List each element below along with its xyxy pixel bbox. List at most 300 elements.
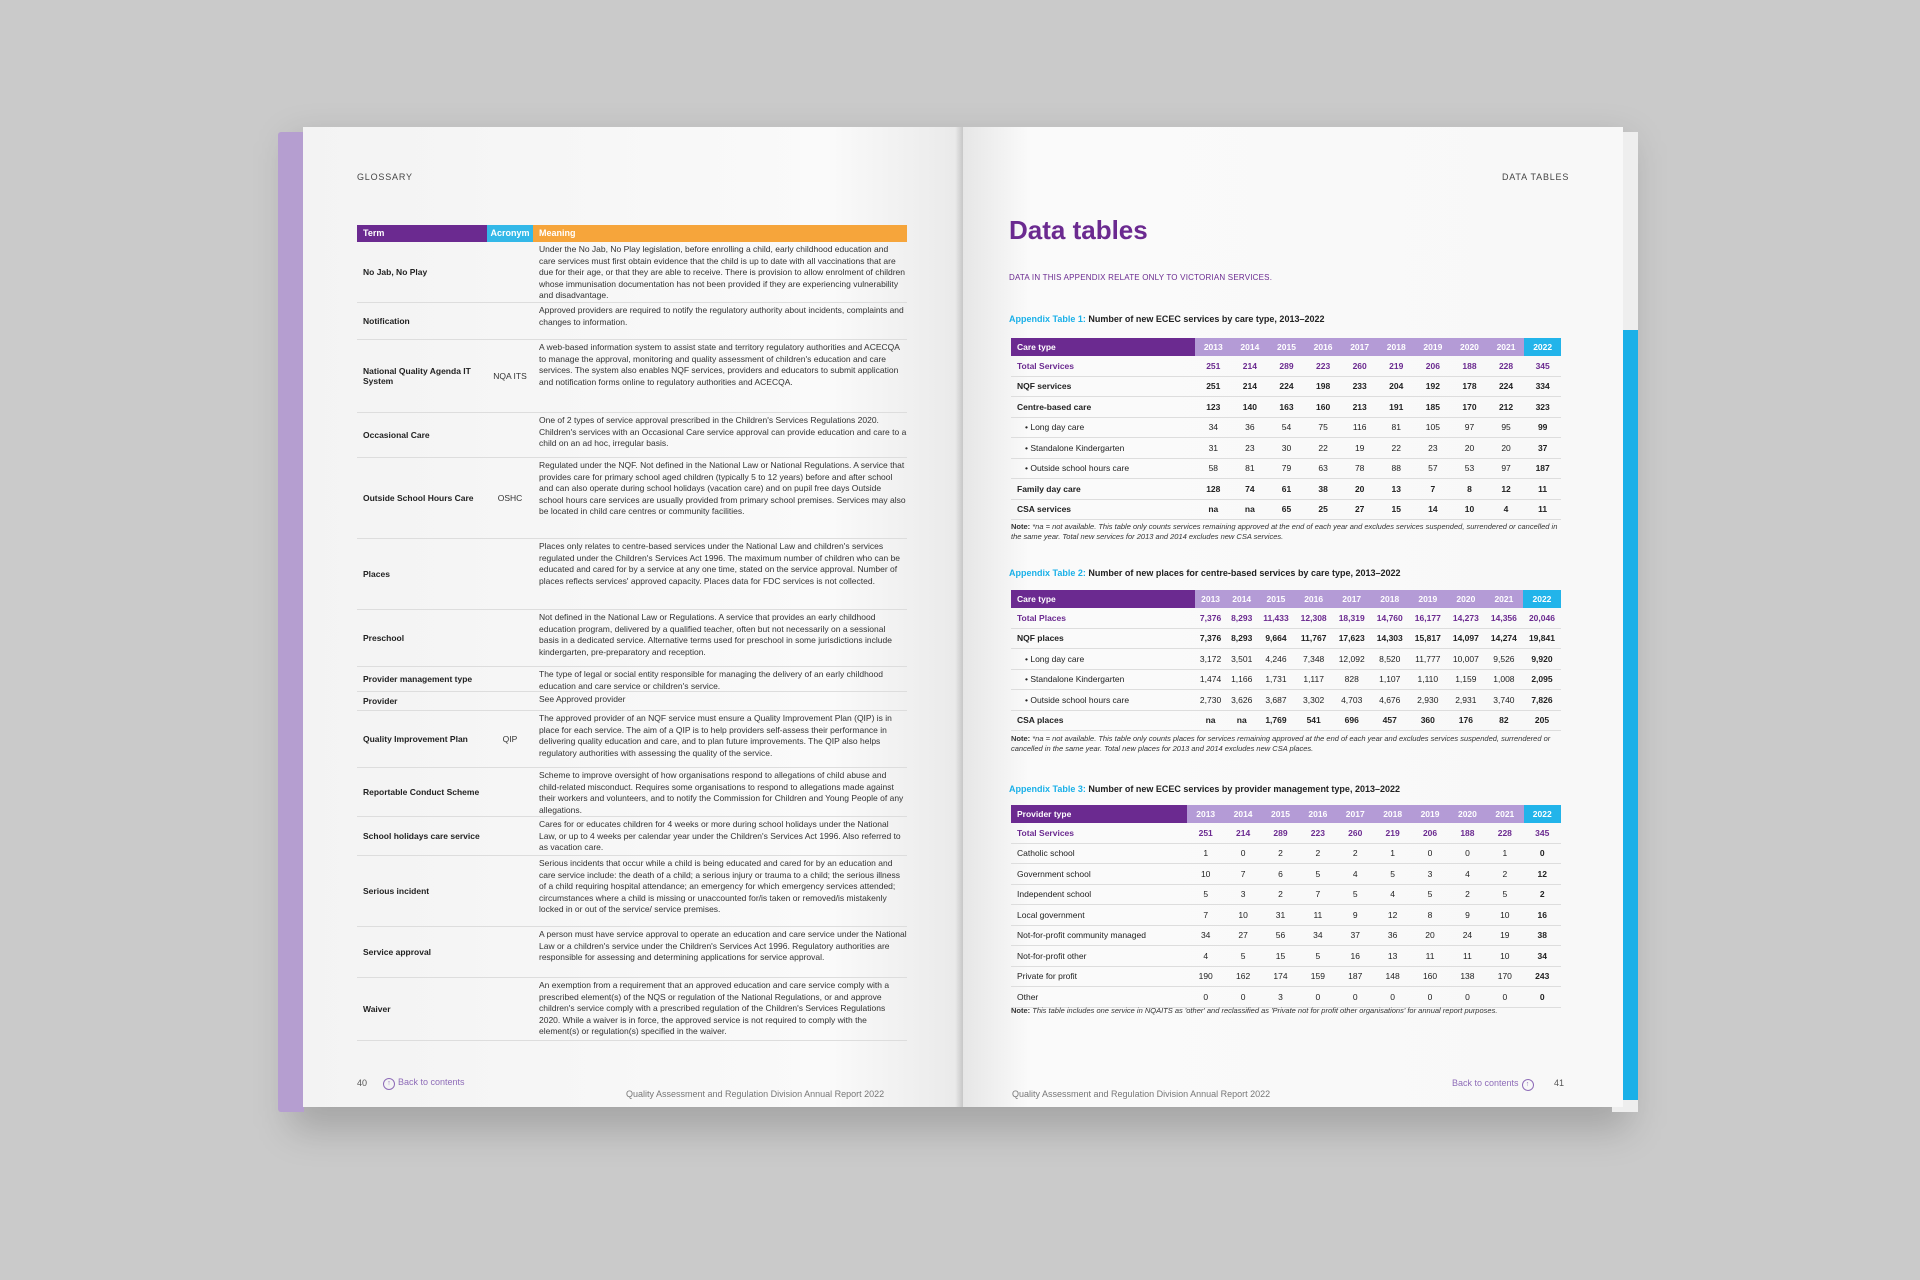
table-cell: 63 [1305,458,1342,479]
row-label [1011,966,1187,987]
glossary-meaning: See Approved provider [539,694,626,704]
table-cell: 214 [1232,356,1269,376]
table-cell: 12 [1374,905,1411,926]
row-label [1011,356,1195,376]
table-cell: 78 [1341,458,1378,479]
year-header: 2018 [1378,338,1415,356]
glossary-row [357,303,907,340]
glossary-meaning: Cares for or educates children for 4 weeks or more during school holidays under the National Law, or up to 4 weeks per calendar year under the Children's Services Act 1996. Also referred to as vacation care. [539,819,901,852]
table-cell: 14,303 [1371,628,1409,649]
bullet-icon: • [1025,422,1031,433]
table-row [1011,417,1561,438]
table-cell: 2 [1449,884,1486,905]
glossary-meaning: A person must have service approval to operate an education and care service under the National Law or a children's service under the Children's Services Act 1996. Regulatory authorities are responsible for assessing and determining applications for service approval. [539,929,907,962]
table-cell: 188 [1451,356,1488,376]
year-header: 2020 [1449,805,1486,823]
table-cell: 36 [1374,925,1411,946]
table-cell: 10 [1486,946,1523,967]
table-cell: 224 [1488,376,1525,397]
table-cell: 19 [1486,925,1523,946]
table-cell: 99 [1524,417,1561,438]
table-cell: 8 [1411,905,1448,926]
bullet-icon: • [1025,674,1031,685]
row-label [1011,946,1187,967]
glossary-header-row [357,225,907,242]
table-cell: 0 [1524,843,1561,864]
table-cell: 5 [1187,884,1224,905]
table-header-row [1011,805,1561,823]
table-cell: 219 [1378,356,1415,376]
table-cell: 9,920 [1523,649,1561,670]
table-cell: 14 [1415,499,1452,520]
table-cell: 97 [1451,417,1488,438]
table-cell: 20 [1411,925,1448,946]
table-cell: 74 [1232,479,1269,500]
table-cell: 0 [1374,987,1411,1008]
glossary-term: Preschool [363,633,405,643]
row-label-text: Local government [1017,909,1085,920]
table-cell: 128 [1195,479,1232,500]
table-cell: 289 [1268,356,1305,376]
glossary-term: Waiver [363,1004,391,1014]
glossary-row [357,768,907,817]
glossary-term: Service approval [363,947,432,957]
table-cell: na [1195,499,1232,520]
header-term: Term [357,225,487,242]
table-header-row [1011,590,1561,608]
table-cell: 14,274 [1485,628,1523,649]
table-cell: 10 [1486,905,1523,926]
table-cell: 3,740 [1485,690,1523,711]
table-cell: 289 [1262,823,1299,843]
glossary-table [357,225,907,1041]
table-cell: 3,302 [1295,690,1333,711]
year-header: 2016 [1299,805,1336,823]
table-cell: 16,177 [1409,608,1447,628]
glossary-row [357,711,907,768]
table-cell: 228 [1488,356,1525,376]
year-header: 2021 [1485,590,1523,608]
table-cell: 138 [1449,966,1486,987]
table-cell: 1,107 [1371,669,1409,690]
bullet-icon: • [1025,694,1031,705]
table-cell: 3,687 [1257,690,1294,711]
appendix-table-3 [1011,805,1561,1008]
glossary-acronym [487,413,533,457]
table-cell: 206 [1415,356,1452,376]
table1-note-label: Note: [1011,522,1031,531]
table-row [1011,823,1561,843]
table2-prefix: Appendix Table 2: [1009,568,1086,578]
table-cell: 105 [1415,417,1452,438]
table-cell: 15,817 [1409,628,1447,649]
table-cell: 0 [1224,987,1261,1008]
arrow-up-icon: ↑ [383,1078,395,1090]
table-cell: 12,308 [1295,608,1333,628]
table-cell: 12 [1524,864,1561,885]
table-cell: 251 [1195,376,1232,397]
table-cell: 1,731 [1257,669,1294,690]
year-header: 2022 [1524,805,1561,823]
table-cell: 82 [1485,710,1523,731]
glossary-acronym: QIP [502,734,518,744]
table3-title: Number of new ECEC services by provider management type, 2013–2022 [1088,784,1400,794]
table-cell: 11 [1411,946,1448,967]
year-header: 2017 [1337,805,1374,823]
glossary-term: Provider [363,696,398,706]
glossary-row [357,413,907,458]
table-cell: 11 [1299,905,1336,926]
row-label-text: NQF places [1017,633,1064,644]
table-cell: 17,623 [1333,628,1371,649]
glossary-term: Occasional Care [363,430,430,440]
table3-prefix: Appendix Table 3: [1009,784,1086,794]
row-label [1011,987,1187,1008]
table-cell: 213 [1341,397,1378,418]
table-cell: 34 [1187,925,1224,946]
table-cell: 12,092 [1333,649,1371,670]
table-cell: 159 [1299,966,1336,987]
table-cell: 8 [1451,479,1488,500]
table-cell: 160 [1411,966,1448,987]
table-cell: 2 [1524,884,1561,905]
table-cell: 11,433 [1257,608,1294,628]
table-row [1011,356,1561,376]
table-cell: na [1226,710,1257,731]
table-cell: 19 [1341,438,1378,459]
table-cell: 2 [1262,884,1299,905]
table-row [1011,925,1561,946]
table-cell: 8,293 [1226,608,1257,628]
left-page-number: 40 [357,1078,368,1088]
table3-note-text: This table includes one service in NQAITS as 'other' and reclassified as 'Private not for profit other organisations' for annual report purposes. [1032,1006,1498,1015]
appendix-table-1 [1011,338,1561,520]
table-cell: 4 [1449,864,1486,885]
row-label-text: Outside school hours care [1030,463,1130,474]
table-cell: 81 [1378,417,1415,438]
table-cell: 5 [1486,884,1523,905]
table-cell: 0 [1187,987,1224,1008]
table-cell: 3,501 [1226,649,1257,670]
table-cell: 34 [1524,946,1561,967]
table-cell: 541 [1295,710,1333,731]
table-cell: 223 [1305,356,1342,376]
year-header: 2014 [1224,805,1261,823]
table-row [1011,669,1561,690]
table-cell: 0 [1411,987,1448,1008]
table-cell: 34 [1299,925,1336,946]
glossary-acronym: OSHC [497,493,523,503]
table-cell: 34 [1195,417,1232,438]
table-row [1011,946,1561,967]
table-cell: 3,626 [1226,690,1257,711]
table-cell: 1,110 [1409,669,1447,690]
table-cell: 4,703 [1333,690,1371,711]
table-cell: 31 [1262,905,1299,926]
table-cell: 1 [1486,843,1523,864]
table-cell: 828 [1333,669,1371,690]
table-cell: 11,777 [1409,649,1447,670]
header-label: Care type [1011,590,1195,608]
table-cell: 1,008 [1485,669,1523,690]
row-label [1011,458,1195,479]
table-cell: 23 [1232,438,1269,459]
glossary-term: Quality Improvement Plan [363,734,468,744]
row-label [1011,438,1195,459]
table-cell: 251 [1195,356,1232,376]
glossary-meaning: Under the No Jab, No Play legislation, before enrolling a child, early childhood education and care services must first obtain evidence that the child is up to date with all vaccinations that are due for their age, or that they are able to receive. There is provision to allow enrolment of children whose immunisation documentation has not been provided if they are experiencing vulnerability and disadvantage. [539,244,906,300]
table2-note-text: *na = not available. This table only counts places for services remaining approved at the end of each year and excludes services suspended, surrendered or cancelled in the same year. Total new places for 2013 and 2014 excludes new CSA places. [1011,734,1551,753]
book-cover-edge-left [278,132,304,1112]
header-label: Provider type [1011,805,1187,823]
table-cell: 3 [1411,864,1448,885]
row-label-text: Independent school [1017,889,1092,900]
table-cell: 18,319 [1333,608,1371,628]
table-cell: 9,664 [1257,628,1294,649]
table-cell: 12 [1488,479,1525,500]
table-cell: 260 [1337,823,1374,843]
table-cell: 1,159 [1447,669,1485,690]
table-cell: 2 [1337,843,1374,864]
row-label [1011,628,1195,649]
row-label [1011,608,1195,628]
glossary-acronym [487,817,533,855]
table-row [1011,438,1561,459]
table-cell: 58 [1195,458,1232,479]
table1-note [1011,522,1566,542]
table-cell: 15 [1378,499,1415,520]
table-cell: 1,769 [1257,710,1294,731]
table-cell: 140 [1232,397,1269,418]
right-page-number: 41 [1554,1078,1565,1088]
table-cell: 14,760 [1371,608,1409,628]
glossary-acronym: NQA ITS [493,371,527,381]
table-cell: 5 [1299,864,1336,885]
glossary-meaning: Approved providers are required to notify the regulatory authority about incidents, complaints and changes to information. [539,305,904,327]
table-cell: 0 [1224,843,1261,864]
glossary-meaning: Serious incidents that occur while a child is being educated and cared for by an education and care service include: the death of a child; a serious injury or trauma to a child; the serious illness of a child requiring hospital attendance; an emergency for which emergency services attended; circumstances where a child is missing or unaccounted for/is taken or removed/is mistakenly locked in or out of the service/ service premises. [539,858,900,914]
year-header: 2014 [1232,338,1269,356]
back-link-label: Back to contents [1452,1078,1519,1088]
table-cell: 2 [1486,864,1523,885]
year-header: 2015 [1257,590,1294,608]
table-cell: 22 [1305,438,1342,459]
year-header: 2016 [1305,338,1342,356]
row-label-text: Long day care [1030,653,1085,664]
glossary-term: Serious incident [363,886,430,896]
table-cell: 198 [1305,376,1342,397]
table-row [1011,608,1561,628]
table-cell: 148 [1374,966,1411,987]
table-cell: 214 [1232,376,1269,397]
table-cell: 23 [1415,438,1452,459]
row-label-text: Not-for-profit other [1017,950,1087,961]
table-cell: 37 [1337,925,1374,946]
table-cell: 24 [1449,925,1486,946]
table-cell: 188 [1449,823,1486,843]
table-cell: 56 [1262,925,1299,946]
table-cell: 4 [1374,884,1411,905]
glossary-acronym [487,610,533,666]
table-cell: 3,172 [1195,649,1226,670]
table-cell: 5 [1224,946,1261,967]
header-label: Care type [1011,338,1195,356]
header-acronym: Acronym [487,225,533,242]
glossary-acronym [487,927,533,977]
table-cell: 97 [1488,458,1525,479]
row-label [1011,376,1195,397]
table-cell: 54 [1268,417,1305,438]
row-label-text: Total Services [1017,360,1075,371]
table-cell: 7 [1415,479,1452,500]
table-cell: 123 [1195,397,1232,418]
table-cell: 5 [1337,884,1374,905]
table-cell: 11 [1449,946,1486,967]
glossary-row [357,242,907,303]
table-cell: 81 [1232,458,1269,479]
table-cell: 7,348 [1295,649,1333,670]
table3-note [1011,1006,1566,1016]
table-row [1011,987,1561,1008]
year-header: 2016 [1295,590,1333,608]
table-cell: 345 [1524,823,1561,843]
table-cell: 7,376 [1195,628,1226,649]
glossary-term: School holidays care service [363,831,480,841]
row-label-text: Not-for-profit community managed [1017,930,1146,941]
table-cell: 219 [1374,823,1411,843]
table-cell: 9 [1449,905,1486,926]
row-label [1011,649,1195,670]
table-cell: 2,730 [1195,690,1226,711]
table-row [1011,376,1561,397]
table-cell: 13 [1374,946,1411,967]
table-cell: 176 [1447,710,1485,731]
row-label [1011,864,1187,885]
table-cell: 170 [1451,397,1488,418]
table-cell: 4 [1187,946,1224,967]
table-cell: 2 [1262,843,1299,864]
table-cell: 457 [1371,710,1409,731]
table-cell: 162 [1224,966,1261,987]
table-cell: 174 [1262,966,1299,987]
table-cell: 0 [1299,987,1336,1008]
row-label-text: CSA services [1017,504,1072,515]
row-label [1011,843,1187,864]
table-row [1011,628,1561,649]
table2-note [1011,734,1566,754]
table3-note-label: Note: [1011,1006,1031,1015]
year-header: 2022 [1523,590,1561,608]
table-cell: 243 [1524,966,1561,987]
glossary-row [357,667,907,692]
table-cell: 88 [1378,458,1415,479]
table-cell: 13 [1378,479,1415,500]
glossary-row [357,340,907,413]
table-cell: 206 [1411,823,1448,843]
table-cell: 3 [1224,884,1261,905]
row-label [1011,417,1195,438]
table-cell: 1,117 [1295,669,1333,690]
row-label-text: Outside school hours care [1030,694,1130,705]
table-cell: 10 [1224,905,1261,926]
glossary-row [357,610,907,667]
table-cell: 185 [1415,397,1452,418]
glossary-meaning: The approved provider of an NQF service must ensure a Quality Improvement Plan (QIP) is in place for each service. The aim of a QIP is to help providers self-assess their performance in delivering quality education and care, and to plan future improvements. The QIP also helps regulatory authorities with assessing the quality of the service. [539,713,892,758]
page-subtitle: DATA IN THIS APPENDIX RELATE ONLY TO VICTORIAN SERVICES. [1009,273,1273,282]
row-label-text: Long day care [1030,422,1085,433]
back-to-contents-link-right[interactable] [1452,1078,1537,1091]
table-cell: 0 [1411,843,1448,864]
year-header: 2019 [1409,590,1447,608]
glossary-row [357,539,907,610]
table-row [1011,966,1561,987]
table-cell: 11,767 [1295,628,1333,649]
row-label-text: Centre-based care [1017,401,1092,412]
table-cell: 204 [1378,376,1415,397]
page-title: Data tables [1009,215,1148,245]
table2-title: Number of new places for centre-based services by care type, 2013–2022 [1088,568,1401,578]
table-cell: 9,526 [1485,649,1523,670]
glossary-row [357,458,907,539]
table-cell: 4 [1337,864,1374,885]
row-label-text: Private for profit [1017,971,1077,982]
glossary-row [357,927,907,978]
table-cell: 0 [1486,987,1523,1008]
table-cell: na [1232,499,1269,520]
table-cell: 4,246 [1257,649,1294,670]
table-cell: 2,930 [1409,690,1447,711]
table-cell: na [1195,710,1226,731]
table-cell: 178 [1451,376,1488,397]
year-header: 2021 [1486,805,1523,823]
year-header: 2015 [1262,805,1299,823]
glossary-acronym [487,242,533,302]
table-cell: 53 [1451,458,1488,479]
year-header: 2018 [1371,590,1409,608]
glossary-acronym [487,978,533,1040]
table-cell: 27 [1224,925,1261,946]
table-cell: 8,520 [1371,649,1409,670]
year-header: 2020 [1447,590,1485,608]
table-cell: 9 [1337,905,1374,926]
table-cell: 11 [1524,499,1561,520]
table-cell: 19,841 [1523,628,1561,649]
table-cell: 1 [1374,843,1411,864]
bullet-icon: • [1025,463,1031,474]
year-header: 2019 [1411,805,1448,823]
glossary-row [357,856,907,927]
table-cell: 187 [1524,458,1561,479]
year-header: 2021 [1488,338,1525,356]
table-cell: 7,826 [1523,690,1561,711]
glossary-term: Places [363,569,390,579]
row-label [1011,669,1195,690]
table-cell: 10 [1451,499,1488,520]
back-link-label: Back to contents [398,1077,465,1087]
table-cell: 260 [1341,356,1378,376]
table-cell: 223 [1299,823,1336,843]
row-label [1011,397,1195,418]
back-to-contents-link-left[interactable] [380,1077,465,1090]
table-cell: 5 [1411,884,1448,905]
table-cell: 20 [1451,438,1488,459]
book-cover-edge-blue [1622,330,1638,1100]
table-cell: 10 [1187,864,1224,885]
glossary-acronym [487,768,533,816]
table-cell: 1,474 [1195,669,1226,690]
row-label-text: NQF services [1017,381,1072,392]
glossary-meaning: The type of legal or social entity responsible for managing the delivery of an early childhood education and care service or children's service. [539,669,883,691]
